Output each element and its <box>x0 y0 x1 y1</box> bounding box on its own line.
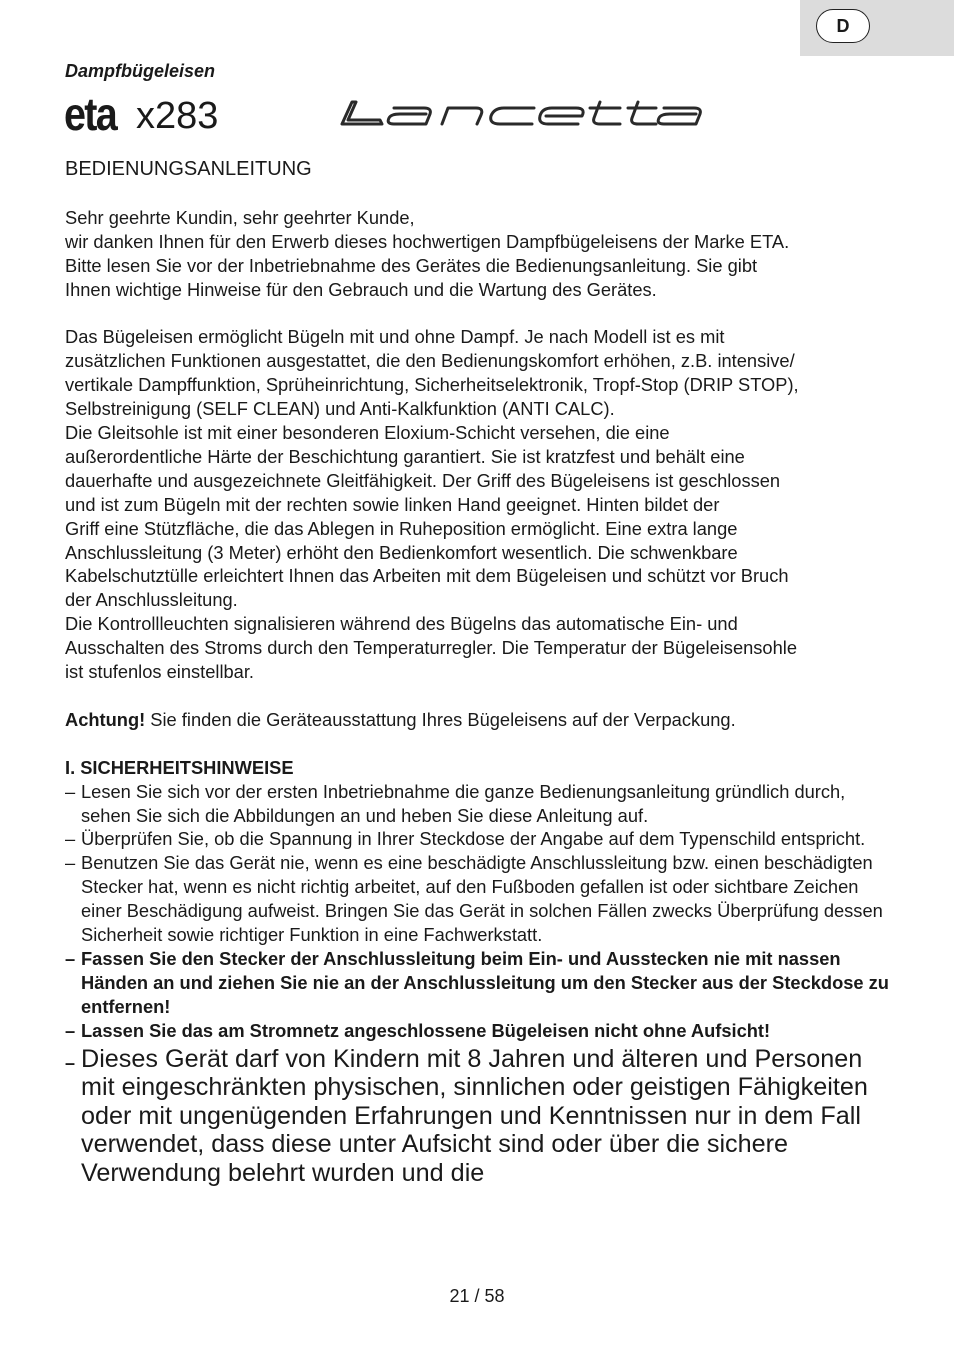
description-line: Ausschalten des Stroms durch den Temperaturregler. Die Temperatur der Bügeleisensohle <box>65 637 797 659</box>
safety-item-text: Überprüfen Sie, ob die Spannung in Ihrer Steckdose der Angabe auf dem Typenschild entspricht. <box>81 828 866 850</box>
safety-item-text: Lesen Sie sich vor der ersten Inbetriebnahme die ganze Bedienungsanleitung gründlich durch, sehen Sie sich die Abbildungen an und heben Sie diese Anleitung auf. <box>81 780 846 826</box>
description-line: außerordentliche Härte der Beschichtung garantiert. Sie ist kratzfest und behält eine <box>65 445 745 467</box>
document-type: Dampfbügeleisen <box>65 61 216 81</box>
safety-item-text: Lassen Sie das am Stromnetz angeschlossene Bügeleisen nicht ohne Aufsicht! <box>81 1019 771 1041</box>
description-line: der Anschlussleitung. <box>65 589 238 611</box>
description-line: Griff eine Stützfläche, die das Ablegen in Ruheposition ermöglicht. Eine extra lange <box>65 517 738 539</box>
description-line: ist stufenlos einstellbar. <box>65 661 255 683</box>
safety-heading: I. SICHERHEITSHINWEISE <box>65 756 294 778</box>
language-badge: D <box>816 9 870 43</box>
description-paragraph <box>65 325 895 684</box>
list-dash: – <box>65 828 76 850</box>
list-dash: – <box>65 947 76 969</box>
safety-item-text: Fassen Sie den Stecker der Anschlussleitung beim Ein- und Ausstecken nie mit nassen Händen an und ziehen Sie nie an der Anschlussleitung um den Stecker aus der Steckdose zu entfernen! <box>81 947 889 1017</box>
page-number: 21 / 58 <box>449 1286 505 1306</box>
description-line: Kabelschutztülle erleichtert Ihnen das Arbeiten mit dem Bügeleisen und schützt vor Bruch <box>65 565 789 587</box>
intro-line: wir danken Ihnen für den Erwerb dieses hochwertigen Dampfbügeleisens der Marke ETA. <box>65 230 790 252</box>
intro-line: Sehr geehrte Kundin, sehr geehrter Kunde, <box>65 206 415 228</box>
description-line: vertikale Dampffunktion, Sprüheinrichtung, Sicherheitselektronik, Tropf-Stop (DRIP STOP), <box>65 374 799 396</box>
safety-item-large <box>65 1045 895 1188</box>
description-line: Anschlussleitung (3 Meter) erhöht den Bedienkomfort wesentlich. Die schwenkbare <box>65 541 738 563</box>
language-tab <box>800 0 954 56</box>
section-title: BEDIENUNGSANLEITUNG <box>65 158 312 180</box>
safety-item-warning <box>65 1019 895 1043</box>
list-dash: – <box>65 780 76 802</box>
manual-content <box>65 158 895 1188</box>
intro-paragraph <box>65 206 895 302</box>
safety-item-text: Dieses Gerät darf von Kindern mit 8 Jahren und älteren und Personen mit eingeschränkten physischen, sinnlichen oder geistigen Fähigkeiten oder mit ungenügenden Erfahrungen und Kenntnissen nur in dem Fall verwendet, dass diese unter Aufsicht sind oder über die sichere Verwendung belehrt wurden und die <box>81 1044 868 1187</box>
list-dash: – <box>65 852 76 874</box>
description-line: Die Gleitsohle ist mit einer besonderen Eloxium-Schicht versehen, die eine <box>65 422 670 444</box>
description-line: dauerhafte und ausgezeichnete Gleitfähigkeit. Der Griff des Bügeleisens ist geschlossen <box>65 469 781 491</box>
brand-logo: eta <box>64 88 117 140</box>
list-dash: – <box>65 1019 76 1041</box>
attention-text: Sie finden die Geräteausstattung Ihres Bügeleisens auf der Verpackung. <box>145 708 736 730</box>
model-number: x283 <box>136 95 219 137</box>
list-dash: – <box>65 1052 76 1073</box>
safety-item <box>65 780 895 828</box>
safety-item-warning <box>65 947 895 1019</box>
intro-line: Bitte lesen Sie vor der Inbetriebnahme des Gerätes die Bedienungsanleitung. Sie gibt <box>65 254 758 276</box>
lancetta-logo <box>338 98 708 130</box>
description-line: zusätzlichen Funktionen ausgestattet, die den Bedienungskomfort erhöhen, z.B. intensive/ <box>65 350 795 372</box>
safety-item-text: Benutzen Sie das Gerät nie, wenn es eine beschädigte Anschlussleitung bzw. einen beschädigten Stecker hat, wenn es nicht richtig arbeitet, auf den Fußboden gefallen ist oder sichtbare Zeichen einer Beschädigung aufweist. Bringen Sie das Gerät in solchen Fällen zwecks Überprüfung dessen Sicherheit sowie richtiger Funktion in eine Fachwerkstatt. <box>81 852 883 946</box>
description-line: Die Kontrollleuchten signalisieren während des Bügelns das automatische Ein- und <box>65 613 738 635</box>
intro-line: Ihnen wichtige Hinweise für den Gebrauch und die Wartung des Gerätes. <box>65 278 657 300</box>
attention-note <box>65 708 895 732</box>
description-line: Selbstreinigung (SELF CLEAN) und Anti-Kalkfunktion (ANTI CALC). <box>65 398 615 420</box>
attention-label: Achtung! <box>65 708 146 730</box>
description-line: Das Bügeleisen ermöglicht Bügeln mit und ohne Dampf. Je nach Modell ist es mit <box>65 326 725 348</box>
description-line: und ist zum Bügeln mit der rechten sowie linken Hand geeignet. Hinten bildet der <box>65 493 720 515</box>
safety-item <box>65 827 895 851</box>
safety-item <box>65 851 895 947</box>
